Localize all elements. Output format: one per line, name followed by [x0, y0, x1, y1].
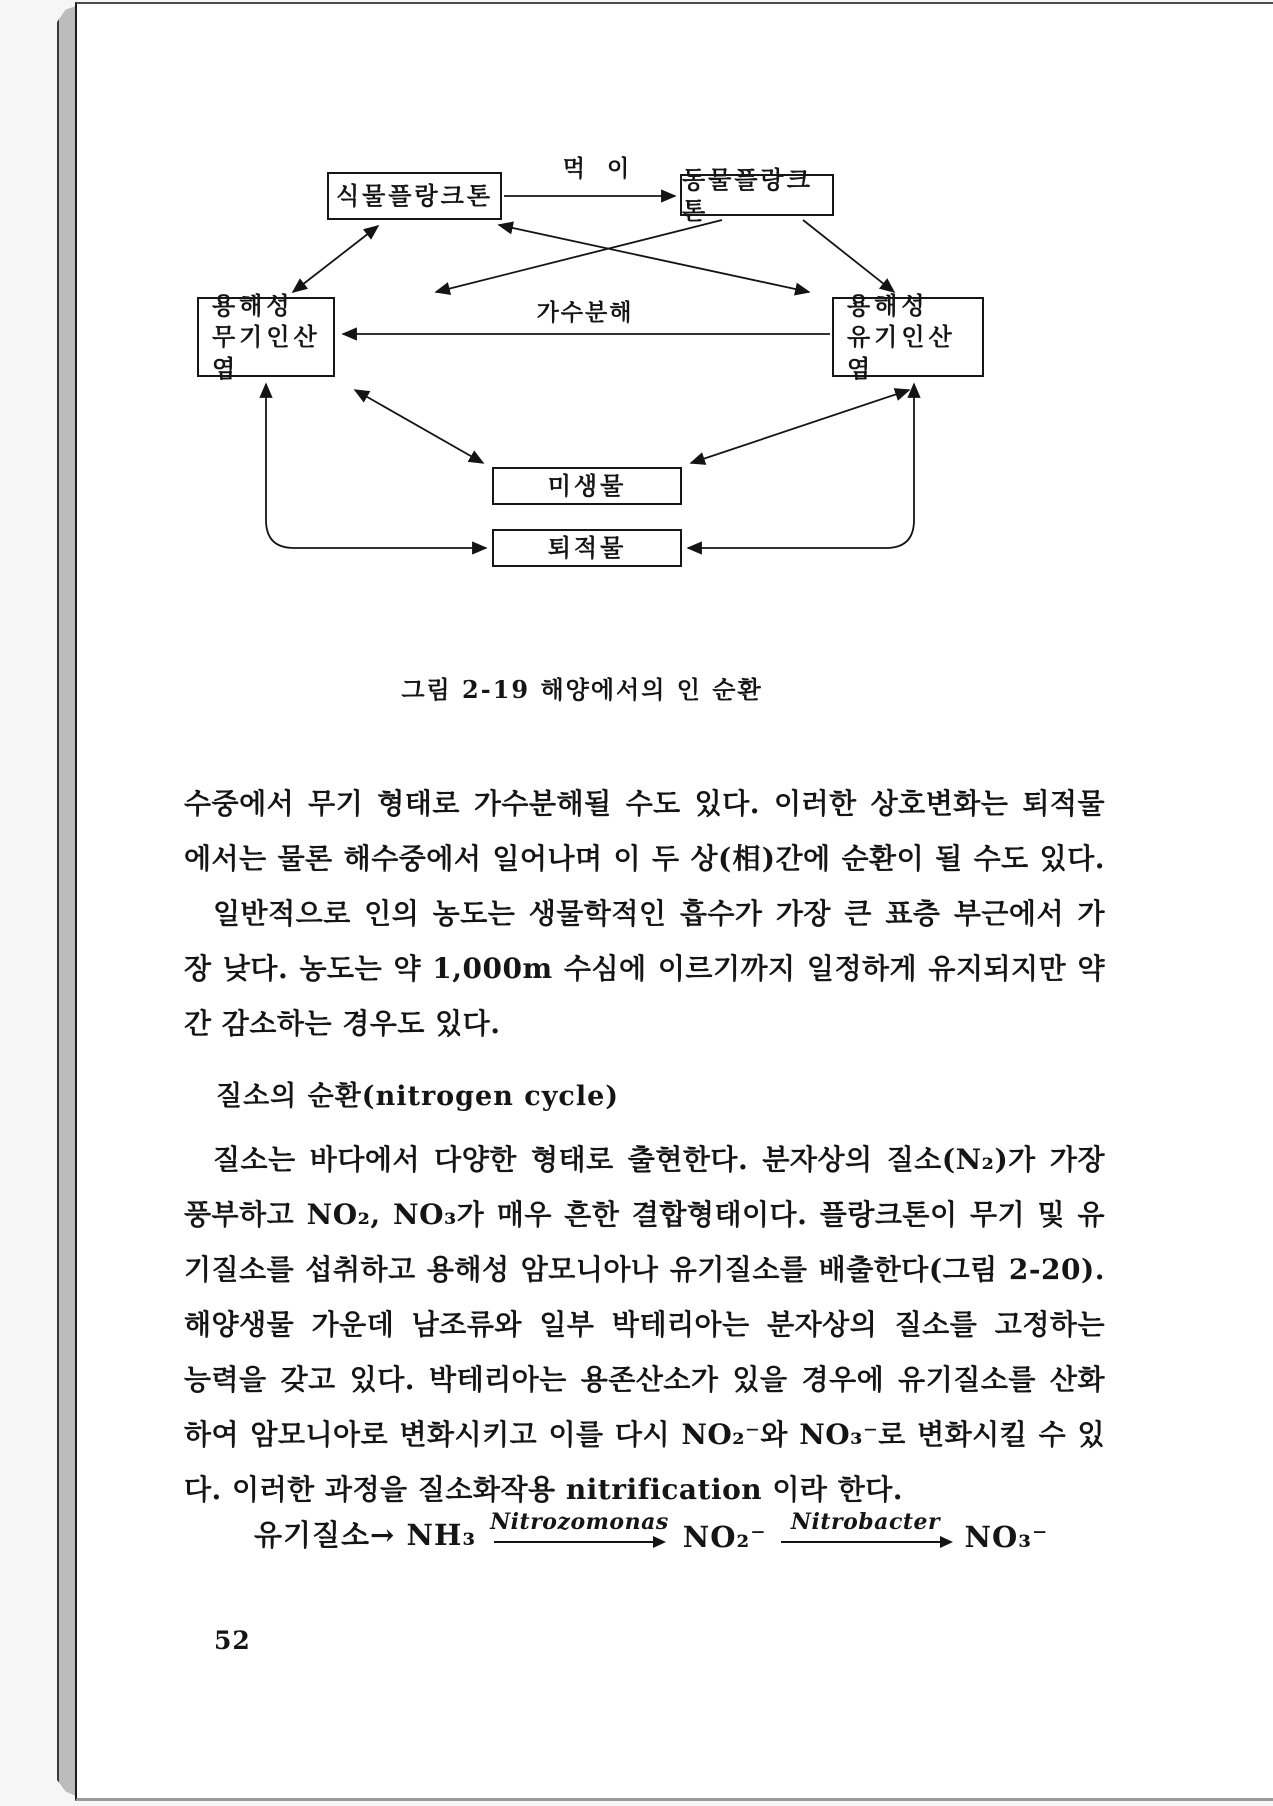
reaction-arrow-nitrozomonas: [490, 1509, 669, 1558]
body-line: 장 낮다. 농도는 약 1,000m 수심에 이르기까지 일정하게 유지되지만 약: [184, 952, 1105, 985]
diagram-arrows-layer: [152, 142, 1102, 677]
body-line: 능력을 갖고 있다. 박테리아는 용존산소가 있을 경우에 유기질소를 산화: [184, 1363, 1105, 1396]
book-page: [75, 2, 1273, 1801]
equation-product: NO₃⁻: [964, 1520, 1049, 1554]
body-line: 에서는 물론 해수중에서 일어나며 이 두 상(相)간에 순환이 될 수도 있다.: [184, 842, 1105, 875]
body-line: 다. 이러한 과정을 질소화작용 nitrification 이라 한다.: [184, 1473, 904, 1506]
phosphorus-cycle-diagram: [152, 142, 1102, 677]
node-line: 무기인산염: [212, 322, 321, 383]
node-line: 유기인산염: [847, 322, 956, 383]
reaction-arrow-label: Nitrobacter: [790, 1509, 941, 1535]
body-line: 수중에서 무기 형태로 가수분해될 수도 있다. 이러한 상호변화는 퇴적물: [184, 787, 1105, 820]
reaction-arrow-label: Nitrozomonas: [490, 1509, 669, 1535]
body-line: 간 감소하는 경우도 있다.: [184, 1007, 501, 1040]
paragraph-phosphorus: [184, 776, 1105, 1051]
node-sediment: 퇴적물: [492, 529, 682, 567]
feeding-edge-label: 먹 이: [562, 155, 632, 182]
hydrolysis-edge-label: 가수분해: [536, 299, 634, 326]
equation-reactant: 유기질소→ NH₃: [254, 1518, 477, 1552]
body-line: 해양생물 가운데 남조류와 일부 박테리아는 분자상의 질소를 고정하는: [184, 1308, 1105, 1341]
equation-intermediate: NO₂⁻: [682, 1520, 767, 1554]
node-soluble-organic-phosphate: [832, 291, 984, 383]
nitrification-equation: [254, 1509, 1048, 1558]
node-microbes: 미생물: [492, 467, 682, 505]
body-line: 하여 암모니아로 변화시키고 이를 다시 NO₂⁻와 NO₃⁻로 변화시킬 수 있: [184, 1418, 1105, 1451]
body-line: 질소는 바다에서 다양한 형태로 출현한다. 분자상의 질소(N₂)가 가장: [213, 1143, 1105, 1176]
node-line: 용해성: [212, 291, 294, 321]
page-number: 52: [214, 1626, 251, 1655]
right-arrow-icon: [781, 1541, 951, 1543]
right-arrow-icon: [494, 1541, 664, 1543]
section-heading-nitrogen-cycle: 질소의 순환(nitrogen cycle): [216, 1081, 620, 1112]
body-line: 풍부하고 NO₂, NO₃가 매우 흔한 결합형태이다. 플랑크톤이 무기 및 유: [184, 1198, 1105, 1231]
node-line: 용해성: [847, 291, 929, 321]
figure-caption: 그림 2-19 해양에서의 인 순환: [401, 675, 763, 704]
node-zooplankton: 동물플랑크톤: [680, 174, 834, 216]
body-line: 기질소를 섭취하고 용해성 암모니아나 유기질소를 배출한다(그림 2-20).: [184, 1253, 1105, 1286]
reaction-arrow-nitrobacter: [781, 1509, 951, 1558]
node-phytoplankton: 식물플랑크톤: [327, 172, 502, 220]
node-soluble-inorganic-phosphate: [197, 291, 335, 383]
page-edge-spine: [57, 6, 76, 1796]
paragraph-nitrogen: [184, 1132, 1105, 1517]
body-line: 일반적으로 인의 농도는 생물학적인 흡수가 가장 큰 표층 부근에서 가: [213, 897, 1105, 930]
